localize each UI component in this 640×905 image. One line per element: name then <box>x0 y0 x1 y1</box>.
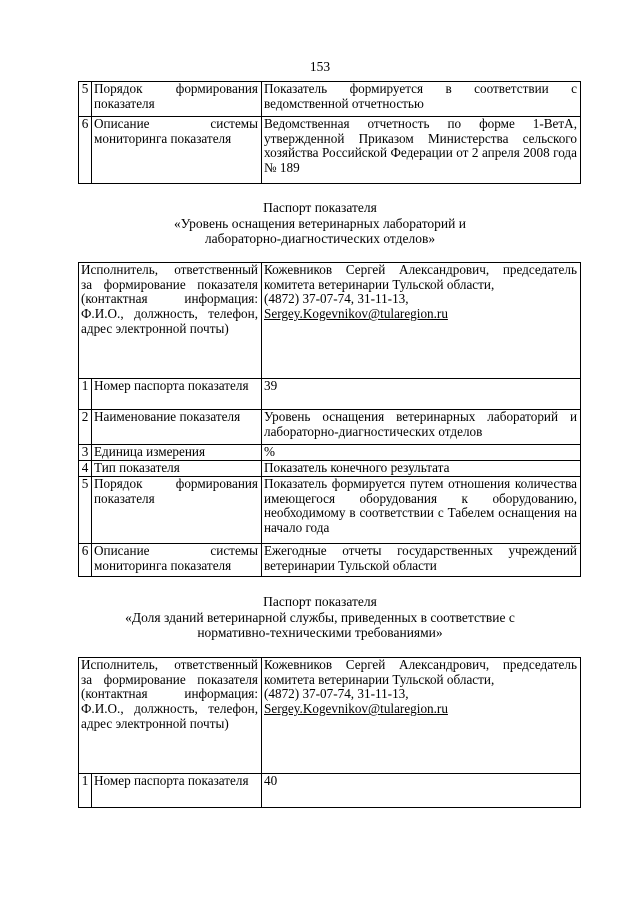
field-value: Ежегодные отчеты государственных учреждений ветеринарии Тульской области <box>262 544 581 577</box>
field-value: Показатель формируется в соответствии с ведомственной отчетностью <box>262 82 581 117</box>
executor-name: Кожевников Сергей Александрович, председатель комитета ветеринарии Тульской области, <box>264 262 577 292</box>
field-label: Номер паспорта показателя <box>92 774 262 808</box>
field-label: Порядок формирования показателя <box>92 82 262 117</box>
table-row <box>79 461 581 477</box>
executor-phone: (4872) 37-07-74, 31-11-13, <box>264 686 409 702</box>
table-row <box>79 82 581 117</box>
field-value: Показатель формируется путем отношения количества имеющегося оборудования к оборудованию, необходимому в соответствии с Табелем оснащения на начало года <box>262 477 581 544</box>
executor-row <box>79 658 581 774</box>
passport-heading <box>0 594 640 641</box>
passport-table-40 <box>78 657 581 808</box>
executor-info <box>262 658 581 774</box>
field-value: 40 <box>262 774 581 808</box>
heading-line: «Доля зданий ветеринарной службы, приведенных в соответствие с <box>125 609 515 625</box>
heading-line: нормативно-техническими требованиями» <box>197 625 443 640</box>
executor-label: Исполнитель, ответственный за формирование показателя (контактная информация: Ф.И.О., должность, телефон, адрес электронной почты) <box>79 263 262 379</box>
table-row <box>79 410 581 445</box>
executor-name: Кожевников Сергей Александрович, председатель комитета ветеринарии Тульской области, <box>264 657 577 687</box>
table-row <box>79 379 581 410</box>
row-number: 6 <box>79 544 92 577</box>
field-value: Ведомственная отчетность по форме 1-ВетА, утвержденной Приказом Министерства сельского хозяйства Российской Федерации от 2 апреля 2008 года № 189 <box>262 117 581 184</box>
field-value: 39 <box>262 379 581 410</box>
field-value: Показатель конечного результата <box>262 461 581 477</box>
field-value: Уровень оснащения ветеринарных лабораторий и лабораторно-диагностических отделов <box>262 410 581 445</box>
executor-email-link[interactable]: Sergey.Kogevnikov@tularegion.ru <box>264 701 448 717</box>
executor-email-link[interactable]: Sergey.Kogevnikov@tularegion.ru <box>264 306 448 322</box>
table-row <box>79 445 581 461</box>
passport-table-39 <box>78 262 581 577</box>
row-number: 1 <box>79 774 92 808</box>
executor-info <box>262 263 581 379</box>
row-number: 2 <box>79 410 92 445</box>
executor-phone: (4872) 37-07-74, 31-11-13, <box>264 291 409 307</box>
field-label: Тип показателя <box>92 461 262 477</box>
row-number: 5 <box>79 477 92 544</box>
heading-line: Паспорт показателя <box>263 200 377 215</box>
heading-line: «Уровень оснащения ветеринарных лабораторий и <box>174 215 466 231</box>
field-value: % <box>262 445 581 461</box>
row-number: 4 <box>79 461 92 477</box>
passport-continuation-table <box>78 81 581 184</box>
table-row <box>79 774 581 808</box>
field-label: Номер паспорта показателя <box>92 379 262 410</box>
executor-label: Исполнитель, ответственный за формирование показателя (контактная информация: Ф.И.О., должность, телефон, адрес электронной почты) <box>79 658 262 774</box>
executor-row <box>79 263 581 379</box>
row-number: 6 <box>79 117 92 184</box>
page-number: 153 <box>309 59 331 74</box>
heading-line: лабораторно-диагностических отделов» <box>204 231 436 246</box>
table-row <box>79 477 581 544</box>
passport-heading <box>0 200 640 247</box>
row-number: 5 <box>79 82 92 117</box>
field-label: Наименование показателя <box>92 410 262 445</box>
heading-line: Паспорт показателя <box>263 594 377 609</box>
field-label: Порядок формирования показателя <box>92 477 262 544</box>
field-label: Единица измерения <box>92 445 262 461</box>
field-label: Описание системы мониторинга показателя <box>92 544 262 577</box>
table-row <box>79 544 581 577</box>
row-number: 3 <box>79 445 92 461</box>
field-label: Описание системы мониторинга показателя <box>92 117 262 184</box>
table-row <box>79 117 581 184</box>
row-number: 1 <box>79 379 92 410</box>
